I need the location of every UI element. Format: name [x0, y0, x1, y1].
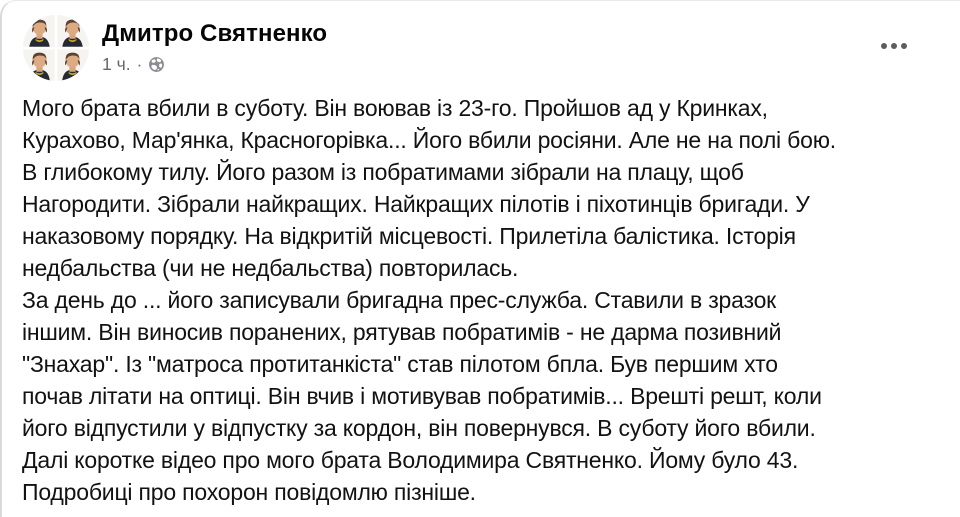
timestamp[interactable]: 1 ч. [102, 54, 131, 74]
post-text-line: Подробиці про похорон повідомлю пізніше. [22, 479, 476, 505]
author-name-link[interactable]: Дмитро Святненко [102, 20, 328, 47]
globe-icon [148, 56, 165, 73]
post-text-line: "Знахар". Із "матроса протитанкіста" став пілотом бпла. Був першим хто [22, 351, 778, 377]
post-meta[interactable] [102, 54, 165, 75]
post-text-line: За день до ... його записували бригадна прес-служба. Ставили в зразок [22, 287, 777, 313]
avatar[interactable] [23, 15, 89, 81]
avatar-collage-image [23, 15, 89, 81]
post-header [2, 1, 960, 93]
ellipsis-dot [891, 43, 897, 49]
post-text-line: Нагородити. Зібрали найкращих. Найкращих пілотів і піхотинців бригади. У [22, 191, 810, 217]
post-text-line: Мого брата вбили в суботу. Він воював із 23-го. Пройшов ад у Кринках, [22, 95, 768, 121]
ellipsis-dot [901, 43, 907, 49]
post-text-line: Далі коротке відео про мого брата Володимира Святненко. Йому було 43. [22, 447, 799, 473]
post-text-line: почав літати на оптиці. Він вчив і мотивував побратимів... Врешті решт, коли [22, 383, 822, 409]
ellipsis-dot [881, 43, 887, 49]
more-options-button[interactable] [874, 33, 914, 59]
post-text [22, 92, 952, 508]
post-text-line: іншим. Він виносив поранених, рятував побратимів - не дарма позивний [22, 319, 782, 345]
post-text-line: В глибокому тилу. Його разом із побратимами зібрали на плацу, щоб [22, 159, 744, 185]
post-text-line: недбальства (чи не недбальства) повторилась. [22, 255, 519, 281]
post-text-line: наказовому порядку. На відкритій місцевості. Прилетіла балістика. Історія [22, 223, 796, 249]
post-text-line: його відпустили у відпустку за кордон, він повернувся. В суботу його вбили. [22, 415, 816, 441]
meta-dot-separator: · [136, 54, 143, 74]
post-text-line: Курахово, Мар'янка, Красногорівка... Його вбили росіяни. Але не на полі бою. [22, 127, 836, 153]
